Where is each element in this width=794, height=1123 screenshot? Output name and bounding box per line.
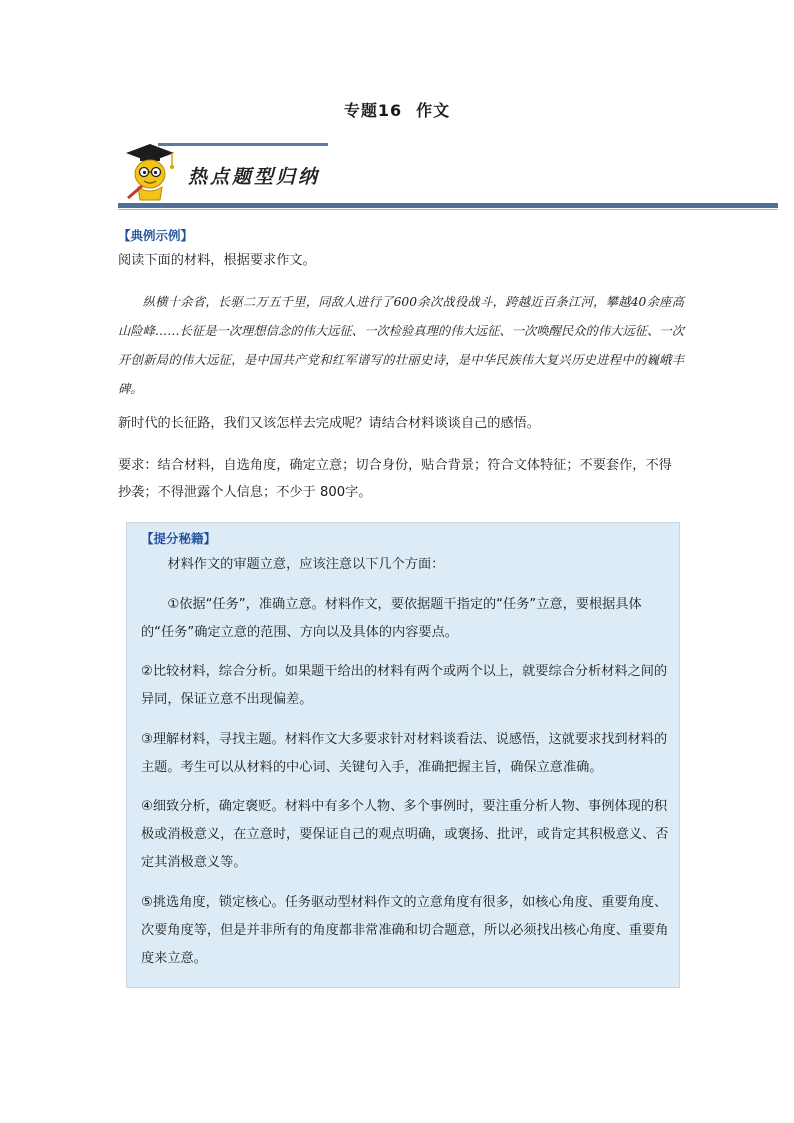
tip-item-1: ①依据“任务”，准确立意。材料作文，要依据题干指定的“任务”立意，要根据具体的“任务”确定立意的范围、方向以及具体的内容要点。 <box>141 597 642 640</box>
example-tag: 【典例示例】 <box>118 228 194 243</box>
tip-item-5: ⑤挑选角度，锁定核心。任务驱动型材料作文的立意角度有很多，如核心角度、重要角度、次要角度等，但是并非所有的角度都非常准确和切合题意，所以必须找出核心角度、重要角度来立意。 <box>141 895 669 966</box>
banner-bottom-rule <box>118 203 778 208</box>
page-title <box>0 98 794 121</box>
banner-bottom-rule-thin <box>118 209 778 210</box>
title-topic-name: 作文 <box>416 101 451 120</box>
banner-top-line <box>158 143 328 146</box>
example-instruction: 阅读下面的材料，根据要求作文。 <box>118 253 316 268</box>
tip-item-3: ③理解材料，寻找主题。材料作文大多要求针对材料谈看法、说感悟，这就要求找到材料的主题。考生可以从材料的中心词、关键句入手，准确把握主旨，确保立意准确。 <box>141 732 668 775</box>
tip-item-2: ②比较材料，综合分析。如果题干给出的材料有两个或两个以上，就要综合分析材料之间的异同，保证立意不出现偏差。 <box>141 664 668 707</box>
tip-item-4: ④细致分析，确定褒贬。材料中有多个人物、多个事例时，要注重分析人物、事例体现的积极或消极意义，在立意时，要保证自己的观点明确，或褒扬、批评，或肯定其积极意义、否定其消极意义等。 <box>141 799 669 870</box>
example-requirements: 要求：结合材料，自选角度，确定立意；切合身份，贴合背景；符合文体特征；不要套作，不得抄袭；不得泄露个人信息；不少于 800字。 <box>118 458 672 500</box>
example-question: 新时代的长征路，我们又该怎样去完成呢？请结合材料谈谈自己的感悟。 <box>118 416 540 431</box>
title-topic-number: 专题16 <box>343 101 403 120</box>
tips-intro: 材料作文的审题立意，应该注意以下几个方面： <box>167 557 445 572</box>
tips-box <box>126 522 680 988</box>
example-material: 纵横十余省，长驱二万五千里，同敌人进行了600余次战役战斗，跨越近百条江河，攀越40余座高山险峰……长征是一次理想信念的伟大远征、一次检验真理的伟大远征、一次唤醒民众的伟大远征、一次开创新局的伟大远征，是中国共产党和红军谱写的壮丽史诗，是中华民族伟大复兴历史进程中的巍峨丰碑。 <box>118 295 684 396</box>
section-banner <box>118 140 778 212</box>
banner-label: 热点题型归纳 <box>188 166 321 188</box>
tips-tag: 【提分秘籍】 <box>141 531 217 546</box>
graduate-cartoon-icon <box>122 140 178 202</box>
